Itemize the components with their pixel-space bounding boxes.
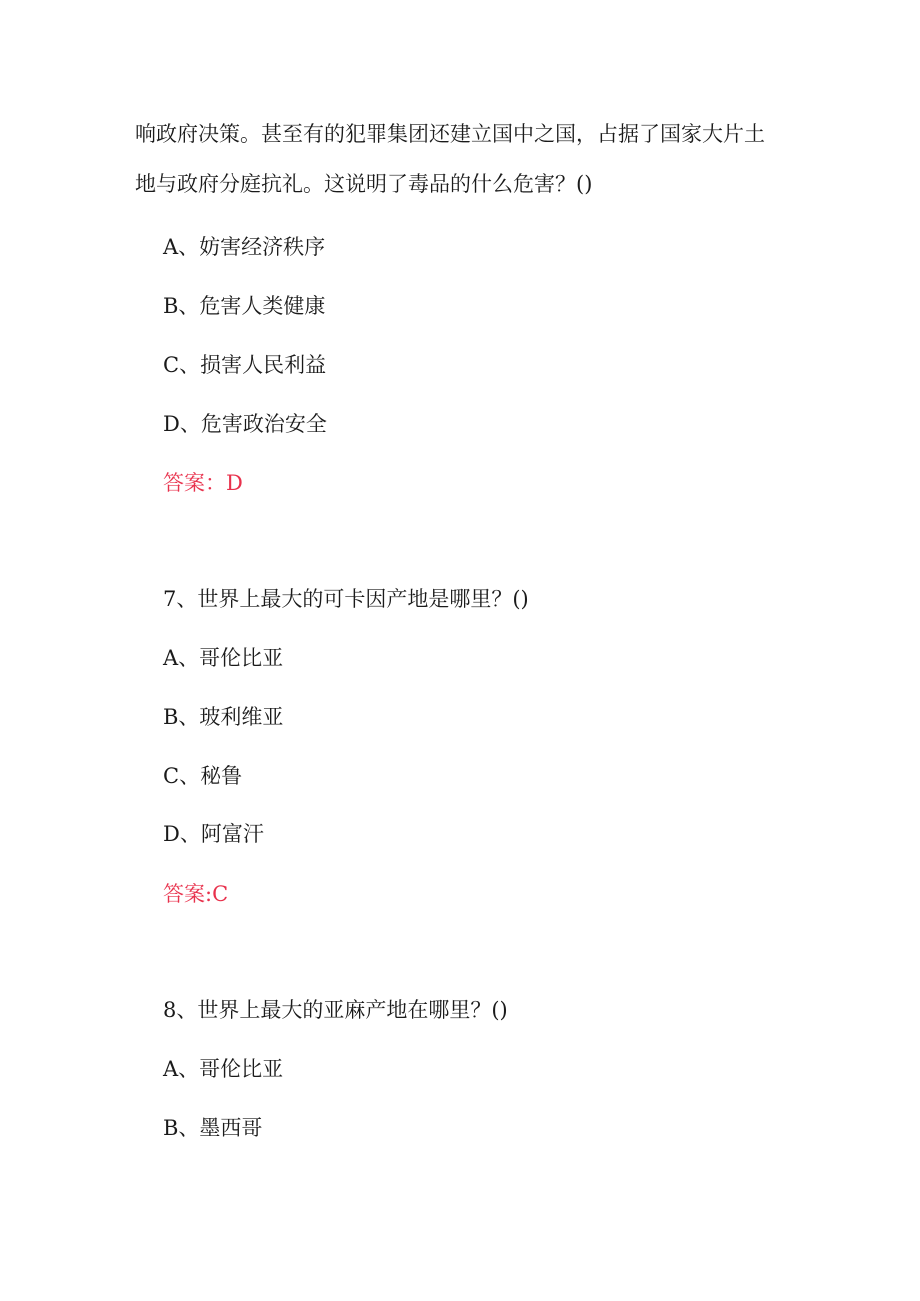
question-7-option-c: C、秘鲁 xyxy=(163,764,243,788)
question-7-option-d: D、阿富汗 xyxy=(163,822,264,846)
question-7-answer: 答案:C xyxy=(163,882,229,906)
question-7-option-a: A、哥伦比亚 xyxy=(163,646,284,670)
question-6-option-b: B、危害人类健康 xyxy=(163,294,326,318)
question-6-option-d: D、危害政治安全 xyxy=(163,412,327,436)
question-6-option-c: C、损害人民利益 xyxy=(163,353,327,377)
question-7-option-b: B、玻利维亚 xyxy=(163,705,284,729)
question-8-option-b: B、墨西哥 xyxy=(163,1116,263,1140)
question-8-text: 8、世界上最大的亚麻产地在哪里？() xyxy=(163,998,508,1022)
question-7-text: 7、世界上最大的可卡因产地是哪里？() xyxy=(163,587,529,611)
question-8-option-a: A、哥伦比亚 xyxy=(163,1057,284,1081)
question-6-answer: 答案：D xyxy=(163,471,243,495)
question-6-text-line-2: 地与政府分庭抗礼。这说明了毒品的什么危害？() xyxy=(135,172,593,196)
question-6-option-a: A、妨害经济秩序 xyxy=(163,235,326,259)
question-6-text-line-1: 响政府决策。甚至有的犯罪集团还建立国中之国，占据了国家大片土 xyxy=(135,122,765,146)
